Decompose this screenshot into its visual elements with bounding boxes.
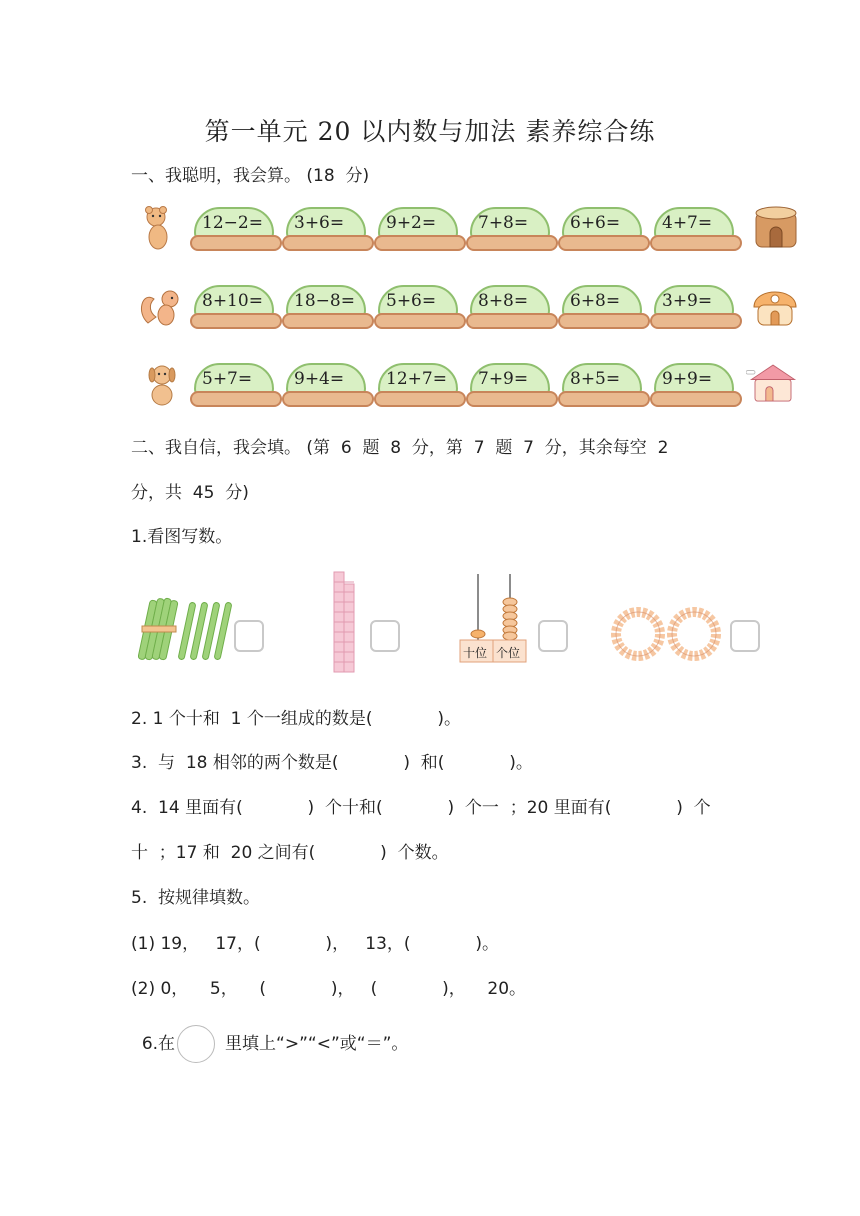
calc-stone xyxy=(376,363,462,405)
compare-circle xyxy=(177,1025,215,1063)
calc-stone xyxy=(560,363,646,405)
calc-expression: 8+8= xyxy=(478,291,529,311)
section2-heading-line1: 二、我自信，我会填。 (第 6 题 8 分，第 7 题 7 分，其余每空 2 xyxy=(131,438,669,458)
squirrel-icon xyxy=(140,283,184,331)
answer-box[interactable] xyxy=(730,620,760,652)
calc-expression: 7+8= xyxy=(478,213,529,233)
bear-icon xyxy=(140,205,184,253)
calc-expression: 5+7= xyxy=(202,369,253,389)
calc-row-3 xyxy=(140,359,820,411)
calc-expression: 12+7= xyxy=(386,369,447,389)
calc-expression: 8+5= xyxy=(570,369,621,389)
tree-stump-house-icon xyxy=(750,203,804,253)
calc-stone xyxy=(468,207,554,249)
bead-rings-icon xyxy=(610,604,724,664)
calc-expression: 4+7= xyxy=(662,213,713,233)
calc-stone xyxy=(652,285,738,327)
section2-heading-line2: 分，共 45 分) xyxy=(131,483,249,503)
calc-expression: 9+4= xyxy=(294,369,345,389)
calc-stone xyxy=(468,363,554,405)
abacus-tens-label: 十位 xyxy=(463,646,488,660)
calc-stone xyxy=(192,207,278,249)
calc-expression: 9+9= xyxy=(662,369,713,389)
calc-expression: 12−2= xyxy=(202,213,263,233)
question-6 xyxy=(131,1005,408,1063)
unit-cubes-column-icon xyxy=(330,566,358,674)
calc-expression: 3+6= xyxy=(294,213,345,233)
calc-stone xyxy=(652,207,738,249)
calc-expression: 5+6= xyxy=(386,291,437,311)
calc-stone xyxy=(652,363,738,405)
calc-expression: 18−8= xyxy=(294,291,355,311)
calc-stone xyxy=(376,285,462,327)
calc-row-2 xyxy=(140,281,820,333)
question-5: 5. 按规律填数。 xyxy=(131,888,261,908)
calc-expression: 7+9= xyxy=(478,369,529,389)
calc-stone xyxy=(192,363,278,405)
page-title: 第一单元 20 以内数与加法 素养综合练 xyxy=(204,117,656,146)
calc-expression: 9+2= xyxy=(386,213,437,233)
mushroom-house-icon xyxy=(748,281,802,331)
calc-stone xyxy=(284,363,370,405)
calc-stone xyxy=(376,207,462,249)
answer-box[interactable] xyxy=(538,620,568,652)
doghouse-icon xyxy=(746,359,800,409)
section1-heading: 一、我聪明，我会算。 (18 分) xyxy=(131,166,370,186)
sticks-bundle-icon xyxy=(138,592,234,664)
abacus-icon xyxy=(458,572,530,668)
calc-expression: 8+10= xyxy=(202,291,263,311)
question-3: 3. 与 18 相邻的两个数是( ) 和( )。 xyxy=(131,753,533,773)
calc-stone xyxy=(468,285,554,327)
abacus-ones-label: 个位 xyxy=(496,646,521,660)
question-2: 2. 1 个十和 1 个一组成的数是( )。 xyxy=(131,709,461,729)
calc-stone xyxy=(560,285,646,327)
answer-box[interactable] xyxy=(370,620,400,652)
question-5-1: (1) 19， 17，( )， 13，( )。 xyxy=(131,934,500,954)
calc-expression: 6+8= xyxy=(570,291,621,311)
question-4-line1: 4. 14 里面有( ) 个十和( ) 个一 ；20 里面有( ) 个 xyxy=(131,798,711,818)
question-6-suffix: 里填上“>”“<”或“＝”。 xyxy=(225,1034,409,1054)
question-6-prefix: 6.在 xyxy=(141,1034,176,1054)
calc-stone xyxy=(284,207,370,249)
dog-icon xyxy=(140,361,184,409)
calc-expression: 3+9= xyxy=(662,291,713,311)
calc-stone xyxy=(560,207,646,249)
calc-expression: 6+6= xyxy=(570,213,621,233)
question-1: 1.看图写数。 xyxy=(131,527,233,547)
calc-stone xyxy=(192,285,278,327)
question-4-line2: 十 ；17 和 20 之间有( ) 个数。 xyxy=(131,843,449,863)
calc-row-1 xyxy=(140,203,820,255)
calc-stone xyxy=(284,285,370,327)
question-5-2: (2) 0， 5， ( )， ( )， 20。 xyxy=(131,979,527,999)
answer-box[interactable] xyxy=(234,620,264,652)
